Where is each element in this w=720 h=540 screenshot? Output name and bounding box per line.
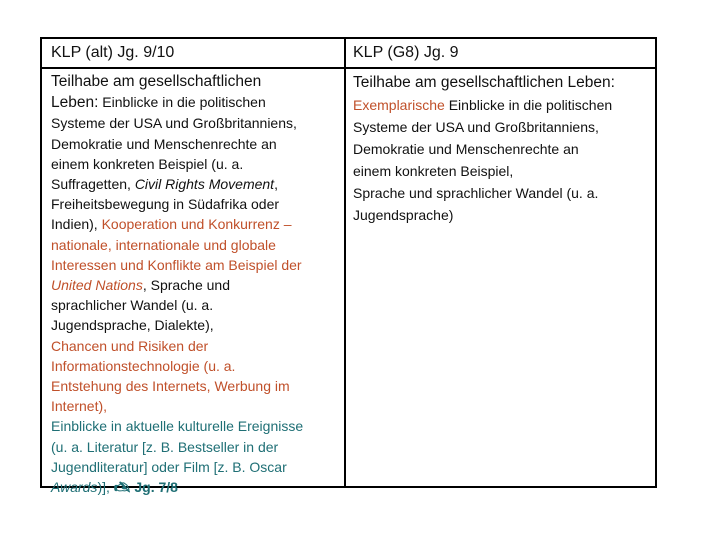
text-line: sprachlicher Wandel (u. a.: [51, 297, 214, 314]
table-header-row: [42, 39, 655, 69]
text-line: [51, 275, 343, 295]
text-line: Freiheitsbewegung in Südafrika oder: [51, 196, 280, 213]
text-fragment: )],: [97, 479, 114, 496]
text-line: Jugendliteratur] oder Film [z. B. Oscar: [51, 458, 287, 475]
writing-hand-icon: 🖎: [113, 480, 131, 497]
text-fragment: United Nations: [51, 277, 143, 294]
text-line: [353, 94, 653, 116]
header-left: KLP (alt) Jg. 9/10: [51, 44, 175, 61]
text-line: Systeme der USA und Großbritanniens,: [353, 119, 599, 135]
text-line: Demokratie und Menschenrechte an: [353, 141, 579, 157]
text-line: [51, 92, 343, 113]
text-fragment: Kooperation und Konkurrenz –: [101, 216, 292, 233]
text-line: Teilhabe am gesellschaftlichen Leben:: [353, 74, 615, 91]
curriculum-comparison-table: [40, 37, 657, 497]
text-line: [51, 174, 343, 194]
text-fragment: Jg. 7/8: [130, 479, 178, 496]
text-fragment: , Sprache und: [142, 277, 230, 294]
text-line: Interessen und Konflikte am Beispiel der: [51, 256, 302, 273]
header-right: KLP (G8) Jg. 9: [353, 44, 459, 61]
text-line: Internet),: [51, 398, 108, 415]
text-line: Jugendsprache): [353, 207, 454, 223]
text-fragment: Suffragetten,: [51, 176, 135, 193]
text-fragment: Leben:: [51, 94, 99, 112]
text-line: Chancen und Risiken der: [51, 337, 209, 354]
text-fragment: ,: [274, 176, 278, 193]
text-line: Sprache und sprachlicher Wandel (u. a.: [353, 185, 599, 201]
text-line: (u. a. Literatur [z. B. Bestseller in der: [51, 438, 279, 455]
text-line: Teilhabe am gesellschaftlichen: [51, 73, 262, 90]
text-fragment: Civil Rights Movement: [134, 176, 275, 193]
text-line: [51, 214, 343, 234]
column-divider: [344, 39, 346, 486]
text-line: Systeme der USA und Großbritanniens,: [51, 115, 297, 132]
text-line: Informationstechnologie (u. a.: [51, 357, 236, 374]
text-line: Jugendsprache, Dialekte),: [51, 317, 214, 334]
text-fragment: Exemplarische: [353, 97, 445, 113]
text-fragment: Einblicke in die politischen: [444, 97, 613, 113]
text-line: Demokratie und Menschenrechte an: [51, 135, 277, 152]
text-line: Einblicke in aktuelle kulturelle Ereignisse: [51, 418, 304, 435]
text-line: nationale, internationale und globale: [51, 236, 276, 253]
text-line: Entstehung des Internets, Werbung im: [51, 378, 290, 395]
text-fragment: Awards: [51, 479, 98, 496]
text-fragment: Indien),: [51, 216, 102, 233]
text-line: einem konkreten Beispiel,: [353, 163, 514, 179]
cell-left: [51, 72, 343, 498]
text-line: einem konkreten Beispiel (u. a.: [51, 155, 244, 172]
cell-right: [353, 72, 653, 226]
text-line: [51, 477, 343, 498]
text-fragment: Einblicke in die politischen: [98, 94, 266, 111]
